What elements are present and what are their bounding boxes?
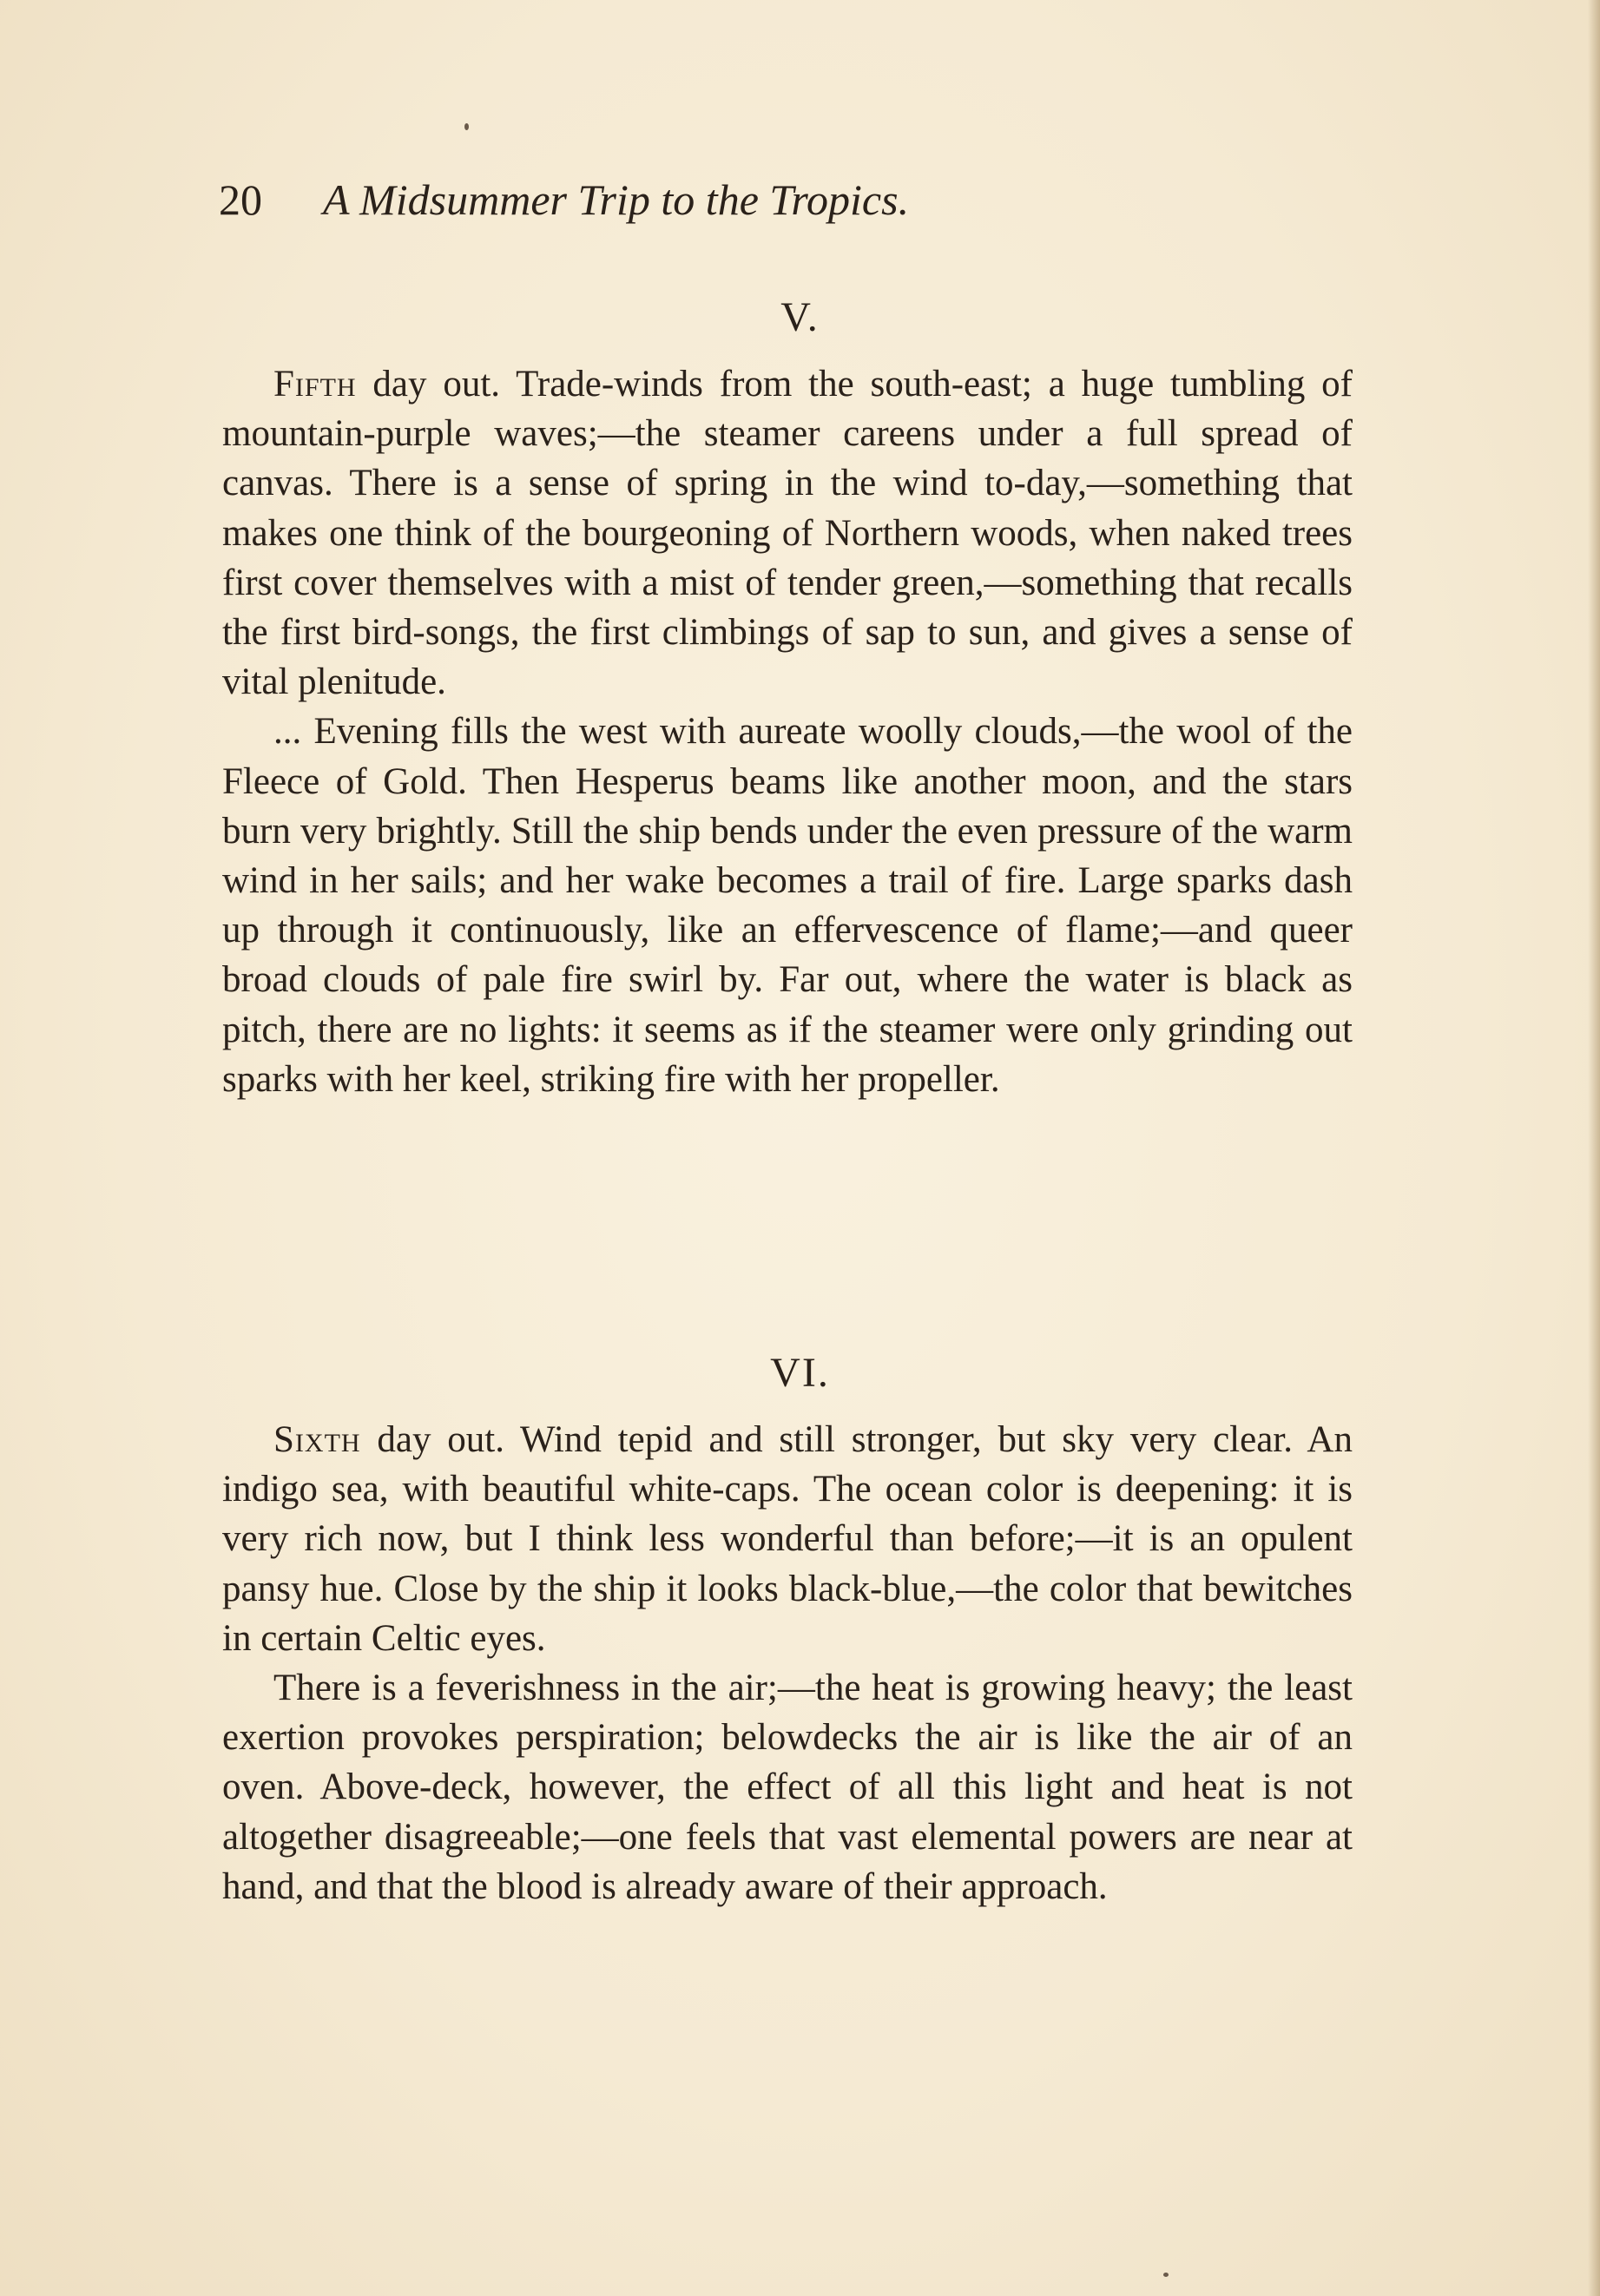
page-edge-shadow (1588, 0, 1600, 2296)
paragraph (222, 707, 1353, 1104)
section-v-body (222, 359, 1353, 1104)
paragraph (222, 359, 1353, 707)
section-heading-v: V. (780, 294, 820, 340)
running-head (219, 169, 1399, 230)
section-vi-body (222, 1415, 1353, 1911)
paragraph-text: There is a feverishness in the air;—the heat is growing heavy; the least exertion provokes perspiration; belowdecks the air is like the air of an oven. Above-deck, however, the effect of all this light and heat is not altogether disagreeable;—one feels that vast elemental powers are near at hand, and that the blood is already aware of their approach. (222, 1668, 1353, 1907)
paragraph-text: ... Evening fills the west with aureate woolly clouds,—the wool of the Fleece of Gold. Then Hesperus beams like another moon, and the stars burn very brightly. Still the ship bends under the even pressure of the warm wind in her sails; and her wake becomes a trail of fire. Large sparks dash up through it continuously, like an effervescence of flame;—and queer broad clouds of pale fire swirl by. Far out, where the water is black as pitch, there are no lights: it seems as if the steamer were only grinding out sparks with her keel, striking fire with her propeller. (222, 711, 1353, 1100)
paragraph (222, 1663, 1353, 1911)
paragraph-text: day out. Wind tepid and still stronger, but sky very clear. An indigo sea, with beautiful white-caps. The ocean color is deepening: it is very rich now, but I think less wonderful than before;—it is an opulent pansy hue. Close by the ship it looks black-blue,—the color that bewitches in certain Celtic eyes. (222, 1419, 1353, 1659)
book-title: A Midsummer Trip to the Tropics. (323, 175, 910, 224)
page-number: 20 (219, 175, 262, 224)
ink-speck (464, 123, 469, 130)
paragraph-lead: Sixth (273, 1419, 361, 1460)
paragraph-text: day out. Trade-winds from the south-east; a huge tumbling of mountain-purple waves;—the steamer careens under a full spread of canvas. There is a sense of spring in the wind to-day,—something that makes one think of the bourgeoning of Northern woods, when naked trees first cover themselves with a mist of tender green,—something that recalls the first bird-songs, the first climbings of sap to sun, and gives a sense of vital plenitude. (222, 364, 1353, 703)
paragraph (222, 1415, 1353, 1663)
paragraph-lead: Fifth (273, 364, 357, 405)
ink-speck (1163, 2273, 1169, 2277)
section-heading-vi: VI. (770, 1350, 830, 1396)
